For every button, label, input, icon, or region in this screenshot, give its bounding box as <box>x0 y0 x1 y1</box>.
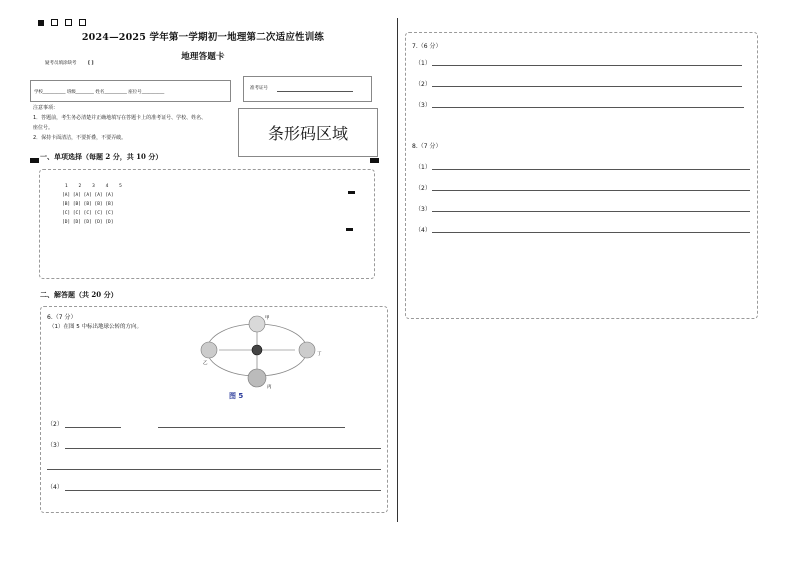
notes-title: 注意事项： <box>33 105 59 111</box>
notes-block <box>33 105 233 142</box>
q6-answer-line[interactable] <box>65 448 381 449</box>
ticket-number-line[interactable] <box>277 91 353 92</box>
q6-answer-line[interactable] <box>158 427 345 428</box>
alignment-marker <box>348 191 355 194</box>
choice-row-a[interactable]: [A] [A] [A] [A] [A] <box>62 193 114 198</box>
q8-label-3: （3） <box>415 206 431 213</box>
section1-title: 一、单项选择（每题 2 分，共 10 分） <box>40 152 163 161</box>
alignment-marker <box>370 158 379 163</box>
answer-card-subtitle: 地理答题卡 <box>181 52 225 62</box>
barcode-region <box>238 108 378 157</box>
section2-title: 二、解答题（共 20 分） <box>40 290 118 299</box>
student-info-fields[interactable]: 学校__________ 班级________ 姓名__________ 座位号__________ <box>34 90 165 95</box>
q7-answer-line[interactable] <box>432 107 744 108</box>
ticket-number-box <box>243 76 372 102</box>
q6-sub1: （1）在图 5 中标出地球公转的方向。 <box>49 324 142 330</box>
page-divider <box>397 18 398 522</box>
q8-answer-line[interactable] <box>432 211 750 212</box>
q6-answer-line[interactable] <box>65 490 381 491</box>
q8-label-4: （4） <box>415 227 431 234</box>
choice-box <box>39 169 375 279</box>
q6-label-4: （4） <box>47 484 63 491</box>
alignment-marker <box>30 158 39 163</box>
earth-bing <box>248 369 266 387</box>
label-yi: 乙 <box>203 361 208 366</box>
ticket-number-label: 准考证号 <box>250 86 268 91</box>
choice-row-d[interactable]: [D] [D] [D] [D] [D] <box>62 220 114 225</box>
earth-jia <box>249 316 265 332</box>
q7-answer-line[interactable] <box>432 65 742 66</box>
absent-code-text: 疑考员填涂缺考 <box>45 61 77 66</box>
alignment-marker <box>346 228 353 231</box>
choice-row-c[interactable]: [C] [C] [C] [C] [C] <box>62 211 114 216</box>
barcode-label: 条形码区域 <box>267 124 348 143</box>
label-bing: 丙 <box>267 385 272 390</box>
choice-row-b[interactable]: [B] [B] [B] [B] [B] <box>62 202 114 207</box>
exam-title: 2024—2025 学年第一学期初一地理第二次适应性训练 <box>81 32 325 43</box>
q7-label-2: （2） <box>415 81 431 88</box>
q7-label-1: （1） <box>415 60 431 67</box>
notes-line: 1．答题前，考生务必清楚并正确地填写在答题卡上的准考证号、学校、姓名、 <box>33 115 207 121</box>
absent-code-bracket[interactable]: [ ] <box>87 61 94 66</box>
q6-head: 6.（7 分） <box>47 314 77 321</box>
q6-label-3: （3） <box>47 442 63 449</box>
sun <box>252 345 262 355</box>
corner-square-empty <box>79 19 86 26</box>
q8-head: 8.（7 分） <box>412 143 442 150</box>
earth-ding <box>299 342 315 358</box>
q8-answer-line[interactable] <box>432 190 750 191</box>
corner-square-empty <box>65 19 72 26</box>
label-ding: 丁 <box>317 352 322 357</box>
q6-answer-line[interactable] <box>47 469 381 470</box>
q6-box <box>40 306 388 513</box>
student-info-box <box>30 80 231 102</box>
q8-answer-line[interactable] <box>432 232 750 233</box>
q8-label-1: （1） <box>415 164 431 171</box>
q8-answer-line[interactable] <box>432 169 750 170</box>
figure-caption: 图 5 <box>229 392 244 400</box>
q7-answer-line[interactable] <box>432 86 742 87</box>
q6-label-2: （2） <box>47 421 63 428</box>
q8-label-2: （2） <box>415 185 431 192</box>
corner-square-filled <box>38 20 44 26</box>
earth-orbit-figure[interactable] <box>191 311 331 391</box>
choice-numbers: 1 2 3 4 5 <box>65 184 122 189</box>
absent-code-label <box>45 60 94 66</box>
earth-yi <box>201 342 217 358</box>
label-jia: 甲 <box>265 316 270 321</box>
notes-line: 2．保持卡面清洁，不要折叠，不要弄破。 <box>33 135 127 141</box>
q7-head: 7.（6 分） <box>412 43 442 50</box>
q6-answer-line[interactable] <box>65 427 121 428</box>
corner-square-empty <box>51 19 58 26</box>
notes-line: 座位号。 <box>33 125 54 131</box>
right-answer-box <box>405 32 758 319</box>
q7-label-3: （3） <box>415 102 431 109</box>
